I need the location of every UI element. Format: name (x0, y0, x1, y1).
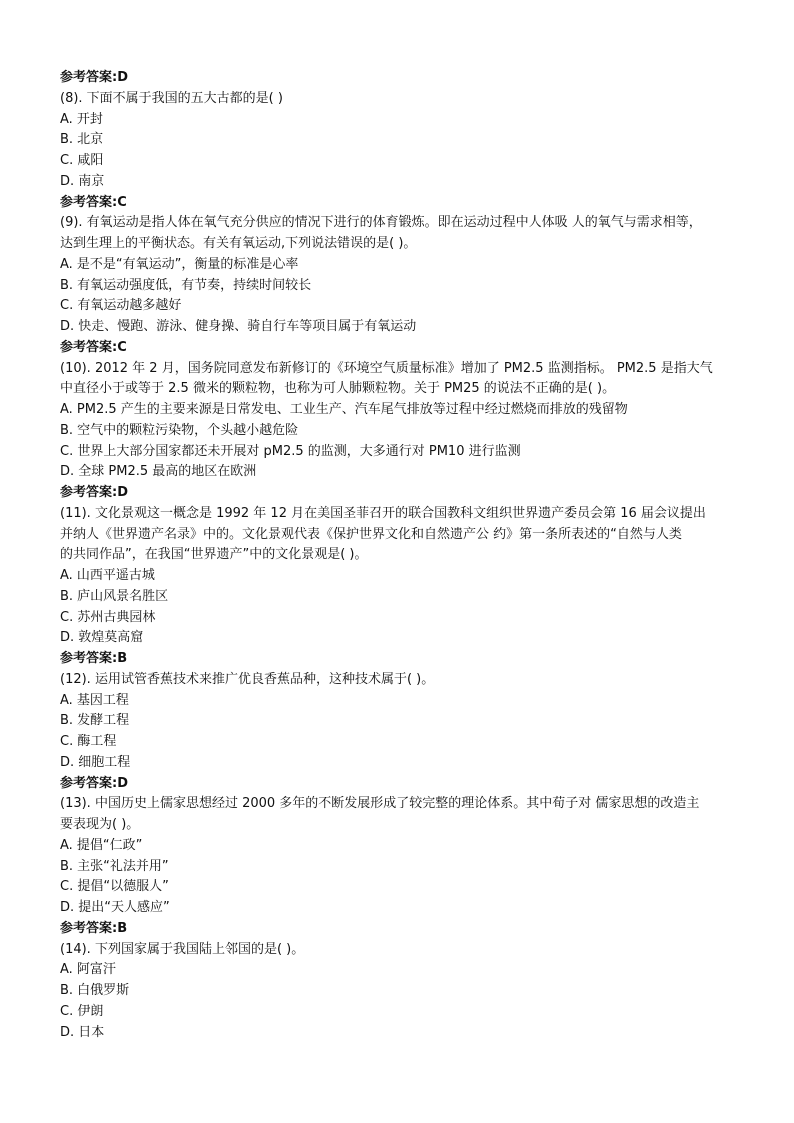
option-line: B. 主张“礼法并用” (60, 858, 169, 874)
option-line: D. 南京 (60, 173, 105, 189)
option-line: A. 提倡“仁政” (60, 837, 143, 853)
option-line: A. 基因工程 (60, 692, 129, 708)
option-line: C. 酶工程 (60, 734, 117, 749)
option-line: C. 提倡“以德服人” (60, 879, 169, 895)
option-line: C. 世界上大部分国家都还未开展对 pM2.5 的监测，大多通行对 PM10 进行监测 (60, 443, 521, 459)
option-line: A. PM2.5 产生的主要来源是日常发电、工业生产、汽车尾气排放等过程中经过燃烧而排放的残留物 (60, 402, 628, 417)
option-line: C. 咸阳 (60, 153, 104, 168)
option-line: D. 细胞工程 (60, 754, 131, 770)
option-line: C. 有氧运动越多越好 (60, 298, 182, 314)
option-line: D. 日本 (60, 1024, 105, 1040)
option-line: B. 发酵工程 (60, 713, 130, 729)
option-line: D. 提出“天人感应” (60, 900, 170, 915)
answer-line: 参考答案:D (60, 70, 128, 85)
option-line: C. 苏州古典园林 (60, 609, 156, 625)
option-line: A. 阿富汗 (60, 962, 116, 978)
document-page (60, 68, 750, 1043)
answer-line: 参考答案:D (60, 775, 128, 791)
question-line: (8). 下面不属于我国的五大古都的是( ) (60, 90, 283, 106)
answer-line: 参考答案:C (60, 194, 127, 210)
option-line: D. 全球 PM2.5 最高的地区在欧洲 (60, 464, 257, 480)
question-line: 要表现为( )。 (60, 817, 140, 832)
option-line: B. 北京 (60, 132, 104, 148)
question-line: (14). 下列国家属于我国陆上邻国的是( )。 (60, 941, 305, 957)
question-line: (12). 运用试管香蕉技术来推广优良香蕉品种，这种技术属于( )。 (60, 671, 435, 687)
option-line: B. 空气中的颗粒污染物，个头越小越危险 (60, 422, 299, 438)
answer-line: 参考答案:C (60, 339, 127, 355)
option-line: A. 开封 (60, 111, 103, 127)
answer-line: 参考答案:D (60, 485, 128, 500)
option-line: D. 快走、慢跑、游泳、健身操、骑自行车等项目属于有氧运动 (60, 319, 417, 334)
option-line: C. 伊朗 (60, 1003, 104, 1019)
option-line: D. 敦煌莫高窟 (60, 630, 144, 646)
option-line: B. 白俄罗斯 (60, 983, 130, 998)
question-line: (13). 中国历史上儒家思想经过 2000 多年的不断发展形成了较完整的理论体系。其中荀子对 儒家思想的改造主 (60, 796, 700, 812)
question-line: (9). 有氧运动是指人体在氧气充分供应的情况下进行的体育锻炼。即在运动过程中人体吸 人的氧气与需求相等， (60, 215, 702, 231)
option-line: B. 有氧运动强度低，有节奏，持续时间较长 (60, 277, 312, 293)
answer-line: 参考答案:B (60, 651, 128, 666)
question-line: 中直径小于或等于 2.5 微米的颗粒物，也称为可人肺颗粒物。关于 PM25 的说法不正确的是( )。 (60, 381, 616, 397)
question-line: (10). 2012 年 2 月，国务院同意发布新修订的《环境空气质量标准》增加了 PM2.5 监测指标。 PM2.5 是指大气 (60, 360, 713, 376)
question-line: 并纳人《世界遗产名录》中的。文化景观代表《保护世界文化和自然遗产公 约》第一条所表述的“自然与人类 (60, 526, 682, 542)
option-line: B. 庐山风景名胜区 (60, 588, 169, 604)
option-line: A. 山西平遥古城 (60, 568, 155, 583)
answer-line: 参考答案:B (60, 920, 128, 936)
question-line: (11). 文化景观这一概念是 1992 年 12 月在美国圣菲召开的联合国教科文组织世界遗产委员会第 16 届会议提出 (60, 505, 706, 521)
question-line: 达到生理上的平衡状态。有关有氧运动,下列说法错误的是( )。 (60, 236, 417, 251)
question-line: 的共同作品”，在我国“世界遗产”中的文化景观是( )。 (60, 547, 368, 563)
option-line: A. 是不是“有氧运动”，衡量的标准是心率 (60, 256, 299, 272)
